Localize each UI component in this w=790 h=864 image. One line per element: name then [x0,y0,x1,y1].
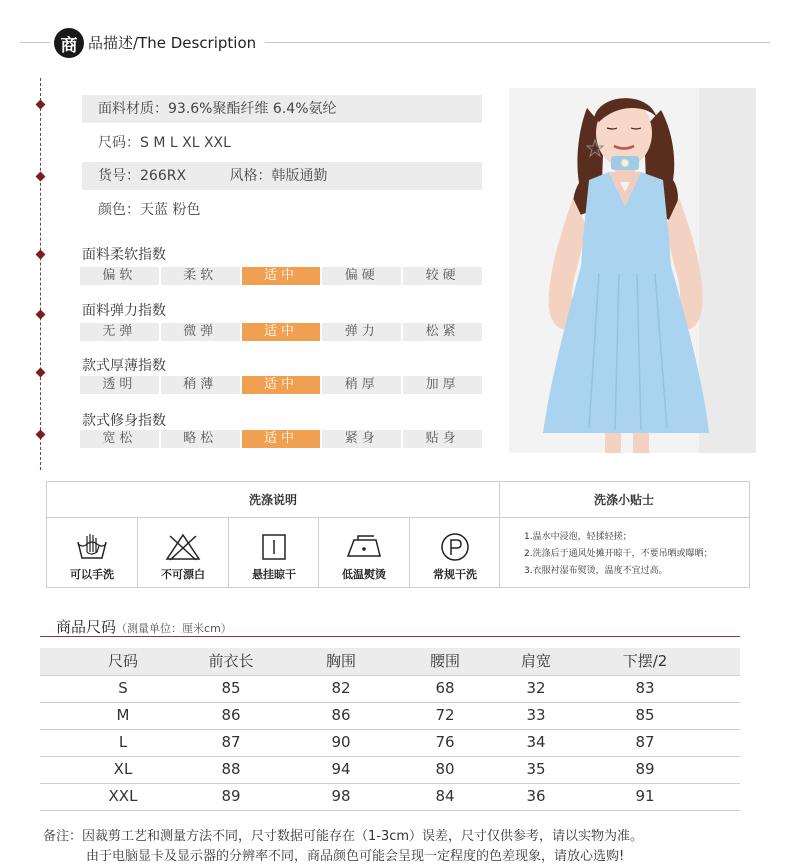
index-option: 透明 [80,376,159,394]
index-option: 贴身 [403,430,482,448]
table-cell: 86 [221,706,241,724]
wash-item-label: 可以手洗 [70,568,114,581]
no-bleach-icon [164,532,202,562]
index-option: 柔软 [161,267,240,285]
dry-clean-icon [439,532,471,564]
style-text: 风格：韩版通勤 [229,168,328,184]
table-cell: 94 [331,760,351,778]
table-cell: 85 [221,679,241,697]
wash-item-label: 低温熨烫 [342,568,386,581]
table-cell: 35 [526,760,546,778]
low-iron-icon [344,532,384,562]
model-illustration [509,88,756,453]
header-rule-left [20,42,50,43]
table-cell: 89 [635,760,655,778]
table-cell: 72 [435,706,455,724]
table-row [40,783,740,810]
table-cell: 33 [526,706,546,724]
column-header: 前衣长 [208,652,254,670]
table-cell: S [118,679,128,697]
index-option-selected: 适中 [242,323,321,341]
table-cell: 88 [221,760,241,778]
index-scale-bar [80,376,482,394]
note-line-1: 备注：因裁剪工艺和测量方法不同，尺寸数据可能存在（1-3cm）误差，尺寸仅供参考，请以实物为准。 [43,829,644,844]
header-badge: 商 [54,28,84,58]
diamond-marker [36,100,46,110]
index-option: 偏硬 [322,267,401,285]
wash-tip: 2.洗涤后于通风处摊开晾干，不要吊晒或曝晒； [524,549,713,559]
color-text: 颜色：天蓝 粉色 [98,202,201,218]
diamond-marker [36,250,46,260]
index-option: 加厚 [403,376,482,394]
table-cell: 90 [331,733,351,751]
hang-dry-icon [259,532,289,562]
wash-item-label: 常规干洗 [433,568,477,581]
table-cell: 87 [635,733,655,751]
wash-left-header: 洗涤说明 [47,482,499,518]
index-option: 松紧 [403,323,482,341]
vertical-dashed-rule [40,78,41,470]
table-cell: 83 [635,679,655,697]
index-title: 面料柔软指数 [82,247,166,263]
index-title: 款式修身指数 [82,413,166,429]
index-option: 偏软 [80,267,159,285]
sizes-text: 尺码：S M L XL XXL [98,135,231,151]
table-cell: XL [113,760,133,778]
table-cell: 80 [435,760,455,778]
table-row [40,729,740,756]
index-option: 紧身 [322,430,401,448]
index-option: 稍厚 [322,376,401,394]
table-row [40,675,740,702]
table-row [40,702,740,729]
size-table-header [40,648,740,675]
table-cell: 82 [331,679,351,697]
wash-tip: 3.衣服衬湿布熨烫，温度不宜过高。 [524,566,668,576]
index-option-selected: 适中 [242,267,321,285]
index-title: 面料弹力指数 [82,303,166,319]
table-cell: L [118,733,128,751]
size-table-top-rule [40,636,740,637]
column-header: 腰围 [429,652,460,670]
table-cell: 91 [635,787,655,805]
color-row [82,196,482,224]
index-scale-bar [80,267,482,285]
table-cell: 98 [331,787,351,805]
index-option: 宽松 [80,430,159,448]
table-cell: 36 [526,787,546,805]
size-table-title [56,616,232,637]
fabric-row [82,95,482,123]
index-option-selected: 适中 [242,376,321,394]
index-option: 弹力 [322,323,401,341]
diamond-marker [36,368,46,378]
index-option: 略松 [161,430,240,448]
wash-right-header: 洗涤小贴士 [499,482,749,518]
column-header: 尺码 [107,652,138,670]
wash-item-hand [47,518,137,588]
index-option: 稍薄 [161,376,240,394]
wash-item-label: 不可漂白 [161,568,205,581]
index-option-selected: 适中 [242,430,321,448]
table-cell: 87 [221,733,241,751]
column-header: 肩宽 [520,652,551,670]
table-cell: 89 [221,787,241,805]
diamond-marker [36,310,46,320]
hand-wash-icon [75,532,109,562]
table-cell: M [116,706,130,724]
index-title: 款式厚薄指数 [82,358,166,374]
wash-tip: 1.温水中浸泡，轻揉轻搓； [524,532,632,542]
fabric-text: 面料材质：93.6%聚酯纤维 6.4%氨纶 [98,101,337,117]
wash-item-label: 悬挂晾干 [252,568,296,581]
table-cell: 76 [435,733,455,751]
index-scale-bar [80,430,482,448]
table-cell: 32 [526,679,546,697]
diamond-marker [36,172,46,182]
section-title: 品描述/The Description [88,34,257,52]
diamond-marker [36,430,46,440]
size-unit-note: （测量单位：厘米cm） [116,622,232,635]
note-line-2: 由于电脑显卡及显示器的分辨率不同，商品颜色可能会呈现一定程度的色差现象，请放心选购! [86,849,625,864]
index-option: 微弹 [161,323,240,341]
wash-item-hang [229,518,319,588]
item-no-text: 货号：266RX [98,168,187,184]
column-header: 下摆/2 [622,652,668,670]
sizes-row [82,129,482,157]
product-photo [509,88,756,453]
wash-item-iron [319,518,409,588]
table-cell: 68 [435,679,455,697]
table-cell: 86 [331,706,351,724]
table-cell: XXL [108,787,138,805]
wash-item-bleach [138,518,228,588]
size-title-text: 商品尺码 [56,618,117,636]
wash-item-dryclean [410,518,500,588]
table-cell: 34 [526,733,546,751]
wash-tips [524,529,713,580]
table-row [40,756,740,783]
header-rule-right [265,42,770,43]
column-header: 胸围 [325,652,356,670]
index-option: 无弹 [80,323,159,341]
table-cell: 85 [635,706,655,724]
table-cell: 84 [435,787,455,805]
row-divider [40,810,740,811]
index-option: 较硬 [403,267,482,285]
index-scale-bar [80,323,482,341]
item-style-row [82,162,482,190]
